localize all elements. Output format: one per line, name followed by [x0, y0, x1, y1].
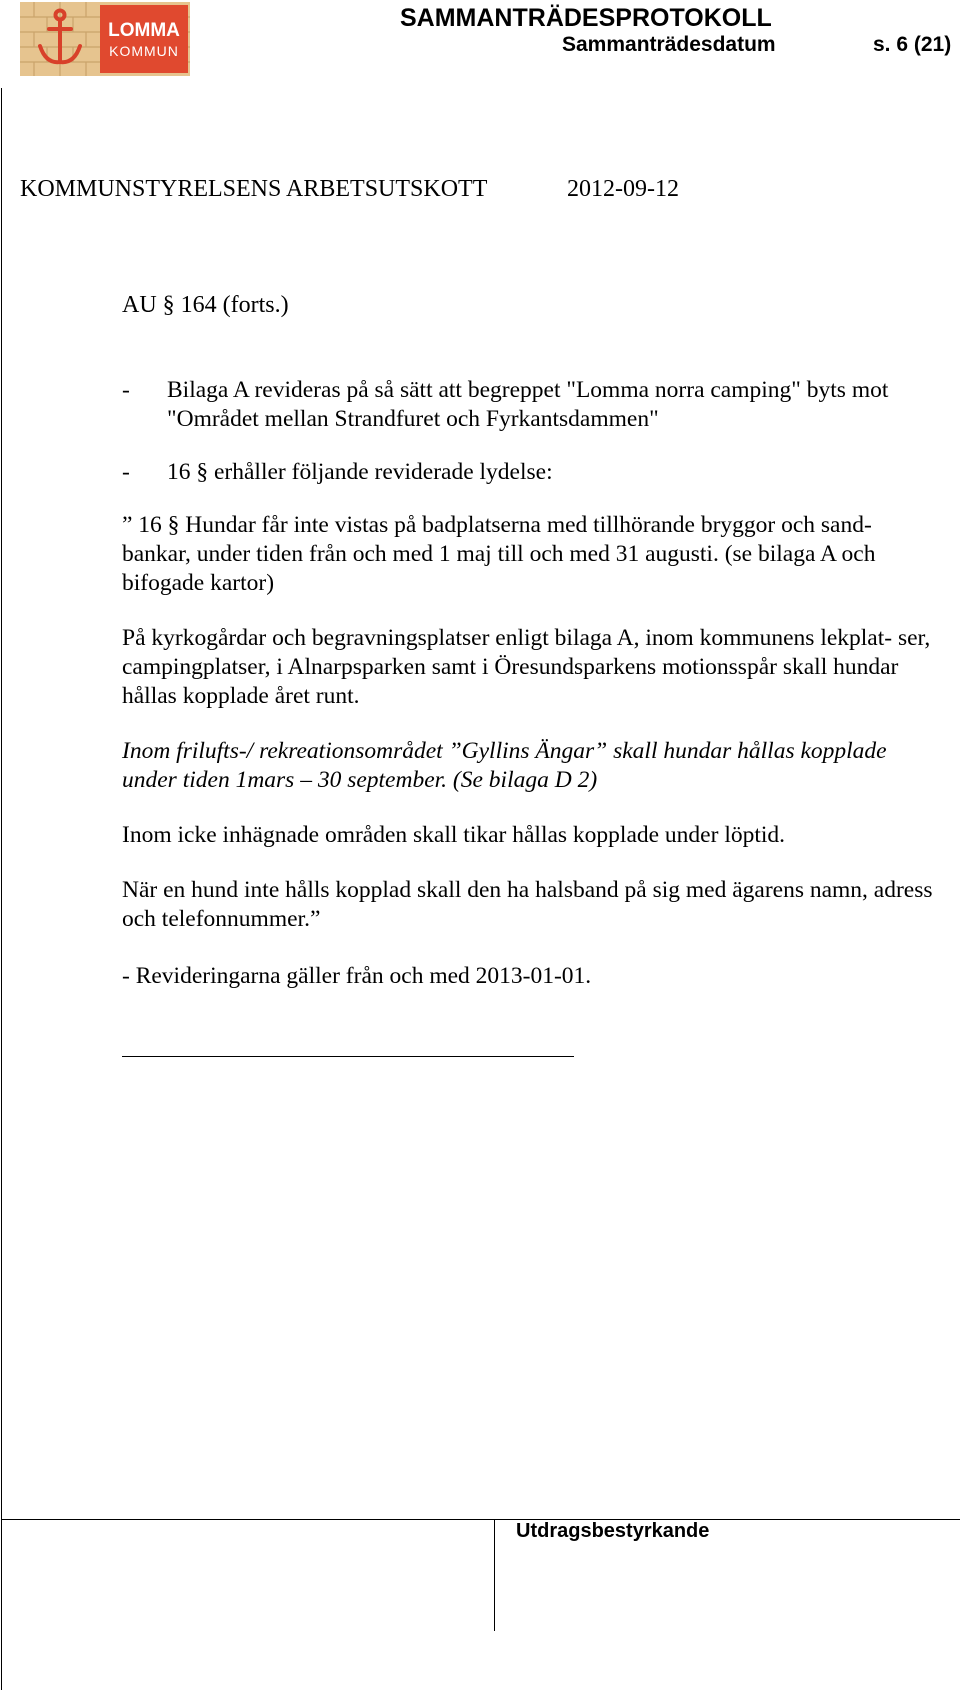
- paragraph-kyrkogardar: På kyrkogårdar och begravningsplatser enligt bilaga A, inom kommunens lekplat- ser, campingplatser, i Alnarpsparken samt i Öresundsparkens motionsspår skall hundar hållas kopplade året runt.: [122, 625, 931, 709]
- protocol-body: [122, 376, 944, 991]
- footer-divider: [494, 1519, 495, 1631]
- lomma-kommun-logo: [20, 2, 190, 76]
- paragraph-revideringar: - Revideringarna gäller från och med 2013-01-01.: [122, 963, 592, 989]
- protocol-title: SAMMANTRÄDESPROTOKOLL: [400, 4, 772, 32]
- signature-line: [122, 1056, 574, 1057]
- paragraph-gyllins-angar: Inom frilufts-/ rekreationsområdet ”Gyllins Ängar” skall hundar hållas kopplade under tiden 1mars – 30 september. (Se bilaga D 2): [122, 738, 887, 793]
- list-item: [122, 458, 944, 487]
- meeting-date-label: Sammanträdesdatum: [562, 33, 776, 56]
- svg-text:KOMMUN: KOMMUN: [109, 43, 179, 59]
- footer-rule: [1, 1519, 960, 1520]
- paragraph-tikar: Inom icke inhägnade områden skall tikar hållas kopplade under löptid.: [122, 822, 786, 848]
- list-dash: -: [122, 377, 130, 403]
- extract-certification-label: Utdragsbestyrkande: [516, 1520, 710, 1542]
- list-dash: -: [122, 459, 130, 485]
- paragraph-badplatser: ” 16 § Hundar får inte vistas på badplatserna med tillhörande bryggor och sand- bankar, under tiden från och med 1 maj till och med 31 augusti. (se bilaga A och bifogade kartor): [122, 512, 876, 596]
- svg-text:LOMMA: LOMMA: [108, 20, 180, 41]
- section-reference: AU § 164 (forts.): [122, 292, 289, 318]
- list-item-text: Bilaga A revideras på så sätt att begreppet "Lomma norra camping" byts mot "Området mellan Strandfuret och Fyrkantsdammen": [167, 377, 889, 432]
- list-item: [122, 376, 944, 434]
- list-item-text: 16 § erhåller följande reviderade lydelse:: [167, 459, 553, 485]
- left-margin-rule: [1, 88, 2, 1690]
- meeting-date: 2012-09-12: [567, 176, 679, 202]
- page-number: s. 6 (21): [873, 33, 952, 56]
- paragraph-halsband: När en hund inte hålls kopplad skall den ha halsband på sig med ägarens namn, adress och telefonnummer.”: [122, 877, 933, 932]
- committee-name: KOMMUNSTYRELSENS ARBETSUTSKOTT: [20, 176, 488, 202]
